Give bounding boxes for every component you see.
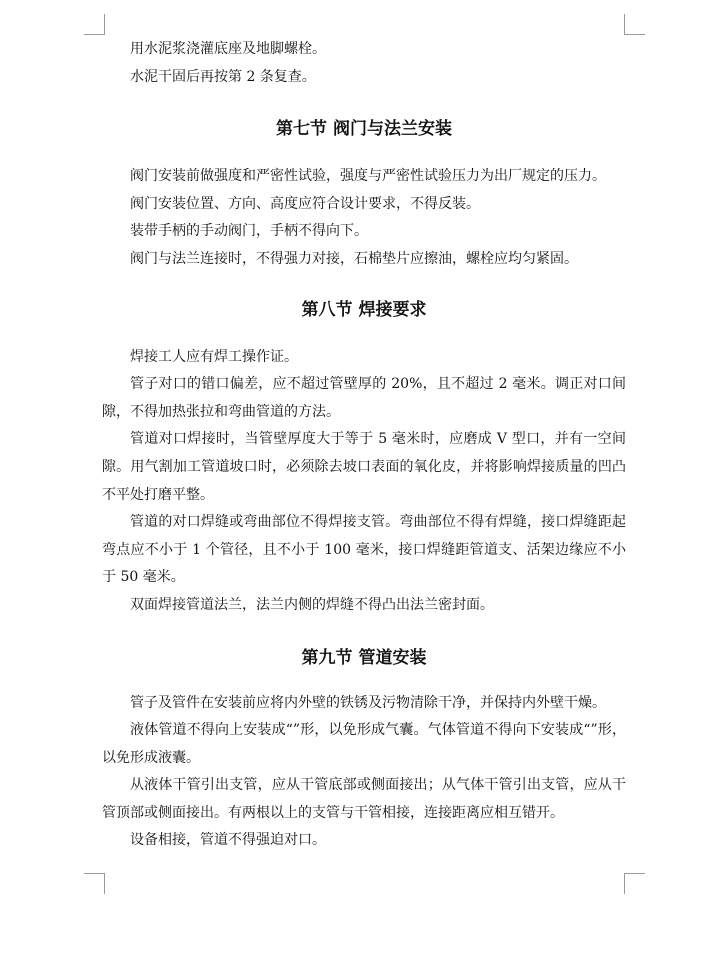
section-heading: 第九节 管道安装	[301, 647, 427, 668]
paragraph: 用水泥浆浇灌底座及地脚螺栓。	[130, 41, 326, 57]
paragraph: 焊接工人应有焊工操作证。	[130, 348, 298, 365]
crop-mark-bottom-left	[84, 873, 105, 894]
paragraph: 液体管道不得向上安装成“”形，以免形成气囊。气体管道不得向下安装成“”形，以免形成液囊。	[102, 722, 626, 766]
section-heading: 第七节 阀门与法兰安装	[276, 119, 452, 140]
paragraph: 装带手柄的手动阀门，手柄不得向下。	[130, 223, 368, 240]
crop-mark-top-left	[84, 14, 105, 35]
crop-mark-bottom-right	[624, 873, 645, 894]
paragraph: 设备相接，管道不得强迫对口。	[130, 832, 326, 849]
paragraph: 阀门安装前做强度和严密性试验，强度与严密性试验压力为出厂规定的压力。	[130, 168, 606, 185]
section-heading: 第八节 焊接要求	[301, 299, 427, 320]
document-body	[102, 36, 626, 855]
paragraph: 管子对口的错口偏差，应不超过管壁厚的 20%，且不超过 2 毫米。调正对口间隙，不得加热张拉和弯曲管道的方法。	[102, 376, 626, 420]
paragraph: 管道的对口焊缝或弯曲部位不得焊接支管。弯曲部位不得有焊缝，接口焊缝距起弯点应不小于 1 个管径，且不小于 100 毫米，接口焊缝距管道支、活架边缘应不小于 50 毫米。	[102, 514, 626, 586]
paragraph: 双面焊接管道法兰，法兰内侧的焊缝不得凸出法兰密封面。	[130, 596, 494, 613]
paragraph: 阀门与法兰连接时，不得强力对接，石棉垫片应擦油，螺栓应均匀紧固。	[130, 250, 578, 267]
paragraph: 水泥干固后再按第 2 条复查。	[130, 68, 316, 85]
crop-mark-top-right	[624, 14, 645, 35]
paragraph: 从液体干管引出支管，应从干管底部或侧面接出；从气体干管引出支管，应从干管顶部或侧面接出。有两根以上的支管与干管相接，连接距离应相互错开。	[102, 777, 626, 821]
paragraph: 阀门安装位置、方向、高度应符合设计要求，不得反装。	[130, 195, 480, 212]
paragraph: 管子及管件在安装前应将内外壁的铁锈及污物清除干净，并保持内外壁干燥。	[130, 694, 606, 711]
paragraph: 管道对口焊接时，当管壁厚度大于等于 5 毫米时，应磨成 V 型口，并有一空间隙。用气割加工管道坡口时，必须除去坡口表面的氧化皮，并将影响焊接质量的凹凸不平处打磨平整。	[102, 431, 626, 503]
